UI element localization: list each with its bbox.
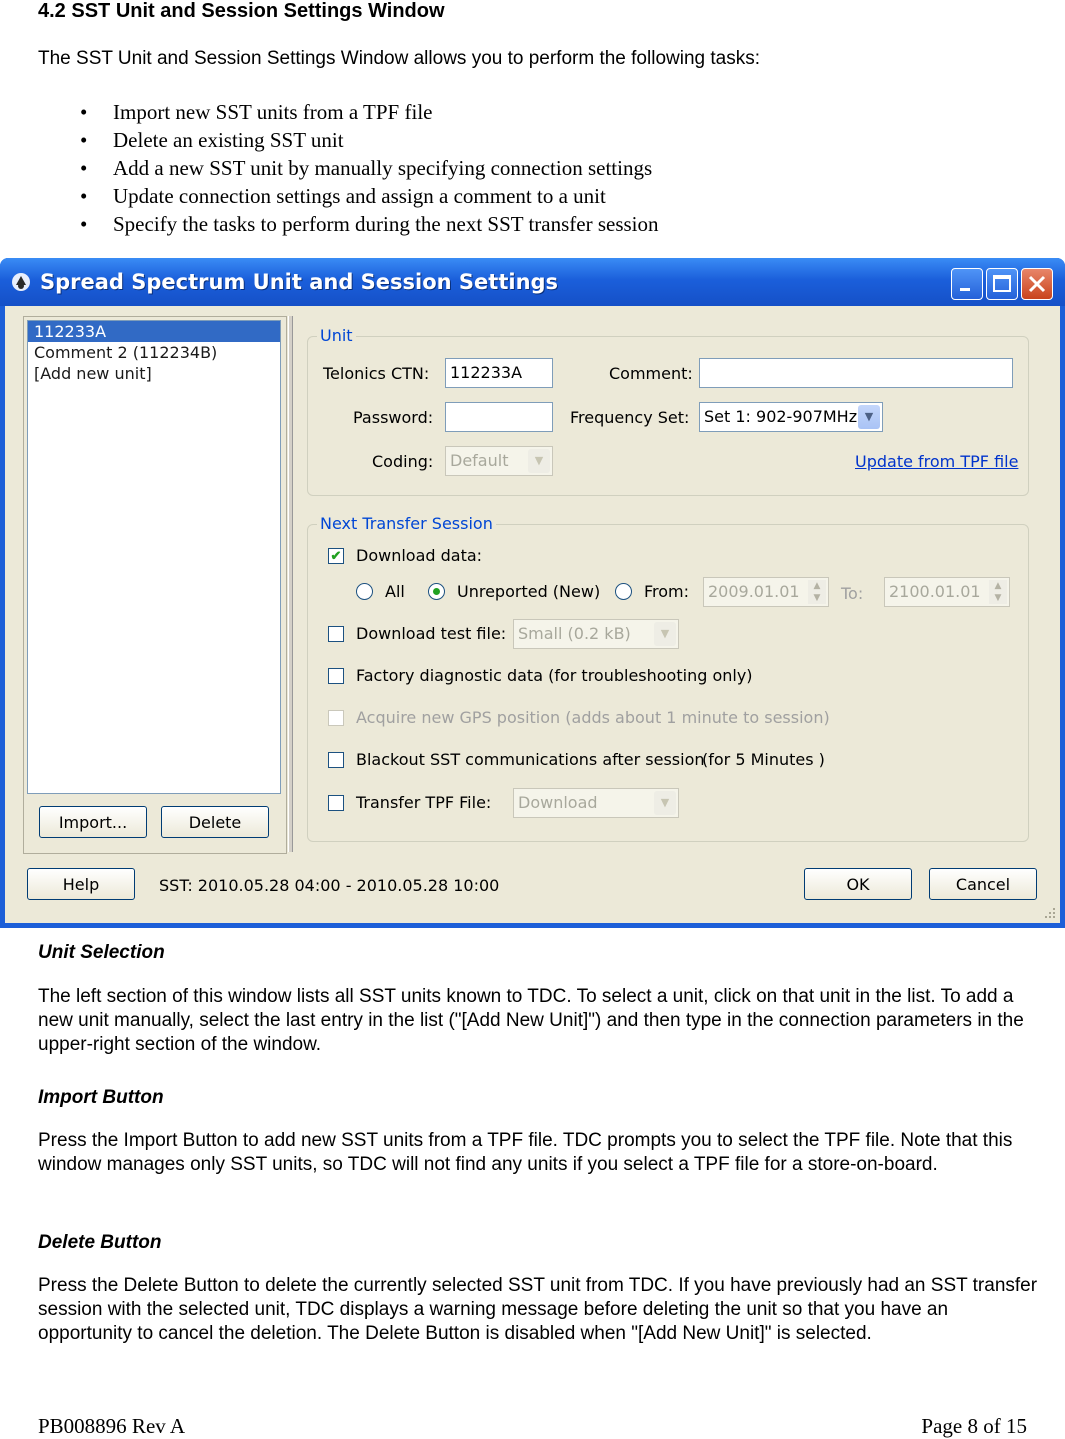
blackout-duration: (for 5 Minutes ) bbox=[702, 750, 825, 769]
frequency-set-select[interactable] bbox=[699, 402, 883, 432]
comment-label: Comment: bbox=[609, 364, 693, 383]
chevron-down-icon: ▼ bbox=[528, 449, 550, 473]
list-item: • Specify the tasks to perform during the next SST transfer session bbox=[80, 212, 659, 236]
from-date-value: 2009.01.01 bbox=[708, 582, 800, 601]
window-title: Spread Spectrum Unit and Session Settings bbox=[40, 270, 559, 294]
session-group-label: Next Transfer Session bbox=[317, 514, 496, 533]
download-data-checkbox[interactable]: ✔ bbox=[328, 548, 344, 564]
delete-button-text: Press the Delete Button to delete the currently selected SST unit from TDC. If you have previously had an SST transfer session with the selected unit, TDC displays a warning message before deleting the unit so that you have an opportunity to cancel the deletion. The Delete Button is disabled when "[Add New Unit]" is selected. bbox=[38, 1275, 1038, 1344]
password-label: Password: bbox=[353, 408, 434, 427]
to-date-input bbox=[884, 577, 1010, 607]
minimize-icon bbox=[952, 269, 982, 299]
list-item[interactable]: 112233A bbox=[28, 321, 280, 342]
ctn-label: Telonics CTN: bbox=[323, 364, 430, 383]
coding-select bbox=[445, 446, 553, 476]
radio-unreported[interactable] bbox=[428, 583, 445, 600]
chevron-down-icon[interactable]: ▼ bbox=[858, 405, 880, 429]
unit-selection-text: The left section of this window lists all SST units known to TDC. To select a unit, click on that unit in the list. To add a new unit manually, select the last entry in the list ("[Add New Unit]") and then type in the connection parameters in the upper-right section of the window. bbox=[38, 986, 1024, 1055]
task-list bbox=[80, 98, 659, 238]
minimize-button[interactable] bbox=[951, 268, 983, 300]
settings-window bbox=[0, 258, 1065, 928]
radio-unreported-label: Unreported (New) bbox=[457, 582, 601, 601]
list-item: • Update connection settings and assign a comment to a unit bbox=[80, 184, 606, 208]
blackout-checkbox[interactable] bbox=[328, 752, 344, 768]
bullet-icon: • bbox=[80, 212, 88, 236]
maximize-button[interactable] bbox=[986, 268, 1018, 300]
from-date-input bbox=[703, 577, 829, 607]
frequency-set-value: Set 1: 902-907MHz bbox=[704, 407, 858, 426]
to-date-value: 2100.01.01 bbox=[889, 582, 981, 601]
transfer-tpf-select bbox=[513, 788, 679, 818]
unit-group-label: Unit bbox=[317, 326, 356, 345]
list-item: • Add a new SST unit by manually specifying connection settings bbox=[80, 156, 653, 180]
spinner-icon: ▲ ▼ bbox=[989, 580, 1007, 604]
acquire-gps-checkbox bbox=[328, 710, 344, 726]
delete-button[interactable]: Delete bbox=[161, 806, 269, 838]
test-size-value: Small (0.2 kB) bbox=[518, 624, 631, 643]
bullet-icon: • bbox=[80, 156, 88, 180]
unit-selection-heading: Unit Selection bbox=[38, 942, 165, 963]
chevron-down-icon: ▼ bbox=[654, 622, 676, 646]
spinner-icon: ▲ ▼ bbox=[808, 580, 826, 604]
factory-diag-label: Factory diagnostic data (for troubleshooting only) bbox=[356, 666, 753, 685]
import-button[interactable]: Import... bbox=[39, 806, 147, 838]
radio-from-label: From: bbox=[644, 582, 690, 601]
radio-all-label: All bbox=[385, 582, 405, 601]
factory-diag-checkbox[interactable] bbox=[328, 668, 344, 684]
password-input[interactable] bbox=[445, 402, 553, 432]
coding-label: Coding: bbox=[372, 452, 434, 471]
close-icon bbox=[1022, 269, 1052, 299]
list-item[interactable]: Comment 2 (112234B) bbox=[34, 343, 218, 362]
app-icon bbox=[10, 271, 32, 293]
import-button-heading: Import Button bbox=[38, 1087, 164, 1108]
acquire-gps-label: Acquire new GPS position (adds about 1 minute to session) bbox=[356, 708, 830, 727]
unit-listbox[interactable] bbox=[27, 320, 281, 794]
delete-button-heading: Delete Button bbox=[38, 1232, 162, 1253]
radio-all[interactable] bbox=[356, 583, 373, 600]
bullet-icon: • bbox=[80, 128, 88, 152]
title-bar[interactable] bbox=[0, 258, 1065, 306]
download-test-label: Download test file: bbox=[356, 624, 507, 643]
help-button[interactable]: Help bbox=[27, 868, 135, 900]
import-button-text: Press the Import Button to add new SST units from a TPF file. TDC prompts you to select the TPF file. Note that this window manages only SST units, so TDC will not find any units if you select a TPF file for a store-on-board. bbox=[38, 1130, 1013, 1175]
bullet-icon: • bbox=[80, 184, 88, 208]
resize-grip-icon[interactable] bbox=[1043, 906, 1057, 920]
window-client bbox=[5, 306, 1060, 923]
intro-text: The SST Unit and Session Settings Window allows you to perform the following tasks: bbox=[38, 48, 760, 69]
list-item: • Delete an existing SST unit bbox=[80, 128, 344, 152]
close-button[interactable] bbox=[1021, 268, 1053, 300]
download-test-checkbox[interactable] bbox=[328, 626, 344, 642]
update-from-tpf-link[interactable]: Update from TPF file bbox=[855, 452, 1019, 471]
pane-divider[interactable] bbox=[288, 316, 293, 852]
page-number: Page 8 of 15 bbox=[921, 1414, 1027, 1438]
download-data-label: Download data: bbox=[356, 546, 483, 565]
transfer-tpf-value: Download bbox=[518, 793, 598, 812]
cancel-button[interactable]: Cancel bbox=[929, 868, 1037, 900]
blackout-label: Blackout SST communications after session bbox=[356, 750, 705, 769]
maximize-icon bbox=[987, 269, 1017, 299]
sst-status: SST: 2010.05.28 04:00 - 2010.05.28 10:00 bbox=[159, 876, 500, 895]
radio-from[interactable] bbox=[615, 583, 632, 600]
transfer-tpf-checkbox[interactable] bbox=[328, 795, 344, 811]
coding-value: Default bbox=[450, 451, 509, 470]
list-item[interactable]: [Add new unit] bbox=[34, 364, 152, 383]
list-item: • Import new SST units from a TPF file bbox=[80, 100, 433, 124]
ok-button[interactable]: OK bbox=[804, 868, 912, 900]
to-label: To: bbox=[841, 584, 864, 603]
doc-id: PB008896 Rev A bbox=[38, 1414, 186, 1438]
comment-input[interactable] bbox=[699, 358, 1013, 388]
chevron-down-icon: ▼ bbox=[654, 791, 676, 815]
test-size-select bbox=[513, 619, 679, 649]
section-heading: 4.2 SST Unit and Session Settings Window bbox=[38, 0, 445, 22]
transfer-tpf-label: Transfer TPF File: bbox=[356, 793, 492, 812]
frequency-set-label: Frequency Set: bbox=[570, 408, 690, 427]
bullet-icon: • bbox=[80, 100, 88, 124]
ctn-input[interactable]: 112233A bbox=[445, 358, 553, 388]
